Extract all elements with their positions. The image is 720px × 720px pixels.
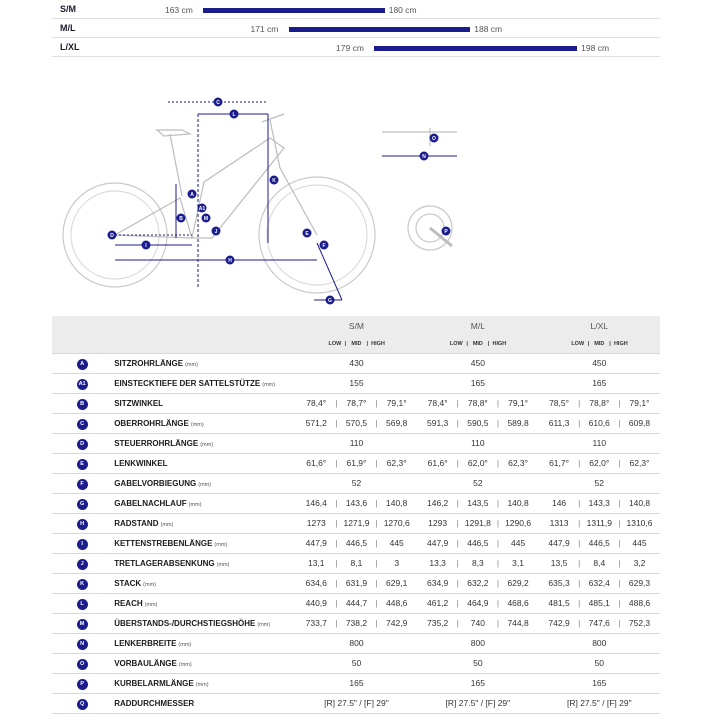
value: 50 [594,658,605,668]
marker-label: B [179,216,183,222]
value: 632,4 [588,578,610,588]
size-value-cell [539,433,660,453]
marker-label: D [110,233,114,239]
value: 468,6 [507,598,529,608]
dimension-name: ÜBERSTANDS-/DURCHSTIEGSHÖHE [114,619,256,628]
marker-label: K [272,178,276,184]
height-range-bar [374,46,577,51]
dimension-name: RADDURCHMESSER [114,699,195,708]
size-value-cell [417,653,538,673]
value: 1293 [428,518,448,528]
geometry-table [52,316,660,714]
value: 3 [394,558,400,568]
size-value-cell [539,693,660,713]
size-header-sm: S/M [296,316,417,336]
value: 744,8 [507,618,529,628]
size-value-cell [417,633,538,653]
table-row [52,413,660,433]
height-range-bar [289,27,471,32]
dimension-badge: O [77,659,88,670]
geometry-drawing [52,78,652,308]
value: 448,6 [386,598,408,608]
sub-labels-sm: LOW | MID | HIGH [296,336,417,353]
value: 632,2 [467,578,489,588]
size-label: M/L [60,23,76,33]
table-subheader-row [52,336,660,353]
size-value-cell: 440,9 | 444,7 | 448,6 [296,593,417,613]
value: 61,6° [306,458,327,468]
size-value-cell: 634,9 | 632,2 | 629,2 [417,573,538,593]
dimension-name: SITZROHRLÄNGE [114,359,184,368]
value: 165 [470,678,485,688]
size-value-cell: 1293 | 1291,8 | 1290,6 [417,513,538,533]
value: 481,5 [548,598,570,608]
value: 165 [349,678,364,688]
size-value-cell: 1313 | 1311,9 | 1310,6 [539,513,660,533]
size-value-cell: 146 | 143,3 | 140,8 [539,493,660,513]
dimension-badge: D [77,439,88,450]
dimension-badge: A1 [77,379,88,390]
value: 1313 [549,518,569,528]
size-value-cell [296,693,417,713]
value: 78,4° [306,398,327,408]
value: 13,3 [429,558,446,568]
dimension-unit: (mm) [195,682,209,688]
size-value-cell: 78,5° | 78,8° | 79,1° [539,393,660,413]
size-value-cell [417,693,538,713]
size-value-cell: 146,2 | 143,5 | 140,8 [417,493,538,513]
sub-labels-lxl: LOW | MID | HIGH [539,336,660,353]
dimension-badge: A [77,359,88,370]
dimension-name: OBERROHRLÄNGE [114,419,189,428]
dimension-markers [108,98,451,305]
value: 447,9 [305,538,327,548]
value: 143,6 [345,498,368,508]
value: 79,1° [629,398,650,408]
dimension-unit: (mm) [198,482,212,488]
dimension-badge: P [77,679,88,690]
size-value-cell: 13,3 | 8,3 | 3,1 [417,553,538,573]
marker-label: N [422,154,426,160]
size-value-cell: 634,6 | 631,9 | 629,1 [296,573,417,593]
table-row [52,633,660,653]
size-header-ml: M/L [417,316,538,336]
table-row [52,573,660,593]
table-header-row [52,316,660,336]
value: 155 [349,378,364,388]
value: 61,9° [346,458,367,468]
dimension-unit: (mm) [190,422,204,428]
size-value-cell [296,433,417,453]
dimension-unit: (mm) [160,522,174,528]
value: 1271,9 [343,518,370,528]
value: 447,9 [427,538,449,548]
dimension-unit: (mm) [200,442,214,448]
value: 569,8 [386,418,408,428]
size-value-cell [296,353,417,373]
value: 450 [470,358,485,368]
value: 447,9 [548,538,570,548]
dimension-unit: (mm) [143,582,156,588]
value: 570,5 [345,418,368,428]
table-row [52,493,660,513]
value: 78,5° [549,398,570,408]
size-value-cell: 447,9 | 446,5 | 445 [417,533,538,553]
value: 140,8 [628,498,651,508]
value: 446,5 [588,538,610,548]
value: 752,3 [628,618,651,628]
dimension-name: EINSTECKTIEFE DER SATTELSTÜTZE [114,379,261,388]
dimension-unit: (mm) [257,622,271,628]
value: 634,9 [427,578,449,588]
value: 629,2 [507,578,529,588]
dimension-unit: (mm) [178,662,192,668]
height-max: 198 cm [581,43,610,53]
value: 62,0° [589,458,610,468]
dimension-badge: N [77,639,88,650]
value: 140,8 [507,498,529,508]
value: 165 [592,678,607,688]
marker-label: C [216,100,220,106]
size-value-cell: 571,2 | 570,5 | 569,8 [296,413,417,433]
size-value-cell: 742,9 | 747,6 | 752,3 [539,613,660,633]
dimension-badge: F [77,479,88,490]
table-row [52,693,660,713]
marker-label: P [444,229,448,235]
value: 61,6° [427,458,448,468]
value: 590,5 [467,418,489,428]
value: [R] 27.5" / [F] 29" [324,698,389,708]
value: 430 [349,358,364,368]
size-value-cell [296,673,417,693]
value: 800 [592,638,607,648]
value: 450 [592,358,607,368]
value: 165 [592,378,607,388]
value: 1290,6 [505,518,532,528]
value: 13,1 [307,558,325,568]
size-row [52,19,660,38]
marker-label: H [228,258,232,264]
dimension-badge: B [77,399,88,410]
value: 629,3 [628,578,651,588]
value: 110 [592,438,607,448]
value: 78,7° [346,398,367,408]
size-value-cell [296,373,417,393]
value: 3,2 [633,558,646,568]
size-value-cell: 146,4 | 143,6 | 140,8 [296,493,417,513]
value: 609,8 [628,418,651,428]
size-value-cell: 61,7° | 62,0° | 62,3° [539,453,660,473]
size-value-cell: 61,6° | 61,9° | 62,3° [296,453,417,473]
marker-label: O [432,136,436,142]
sub-labels-ml: LOW | MID | HIGH [417,336,538,353]
value: 61,7° [549,458,570,468]
size-value-cell: 735,2 | 740 | 744,8 [417,613,538,633]
value: 635,3 [548,578,570,588]
table-row [52,473,660,493]
value: 146,2 [427,498,449,508]
value: 146,4 [305,498,327,508]
size-value-cell: 461,2 | 464,9 | 468,6 [417,593,538,613]
height-min: 179 cm [336,43,364,53]
table-row [52,653,660,673]
size-value-cell [539,653,660,673]
value: 733,7 [305,618,327,628]
value: 165 [470,378,485,388]
size-value-cell [296,473,417,493]
table-row [52,433,660,453]
value: 440,9 [305,598,327,608]
value: 610,6 [588,418,610,428]
value: 62,3° [508,458,529,468]
size-value-cell [417,373,538,393]
value: 735,2 [427,618,449,628]
dimension-badge: G [77,499,88,510]
size-value-cell: 447,9 | 446,5 | 445 [296,533,417,553]
size-value-cell: 13,1 | 8,1 | 3 [296,553,417,573]
dimension-name: LENKWINKEL [114,459,168,468]
dimension-badge: C [77,419,88,430]
height-min: 171 cm [250,24,279,34]
table-row [52,553,660,573]
dimension-unit: (mm) [262,382,276,388]
value: 78,8° [467,398,488,408]
size-value-cell: 733,7 | 738,2 | 742,9 [296,613,417,633]
dimension-name: REACH [114,599,143,608]
table-row [52,613,660,633]
marker-label: F [322,243,326,249]
value: 79,1° [386,398,407,408]
dimension-badge: J [77,559,88,570]
value: 62,0° [467,458,488,468]
value: 110 [471,438,485,448]
value: 78,8° [589,398,610,408]
value: 444,7 [345,598,368,608]
dimension-unit: (mm) [178,642,192,648]
dimension-name: GABELVORBIEGUNG [114,479,197,488]
value: 62,3° [629,458,650,468]
dimension-name: KURBELARMLÄNGE [114,679,194,688]
marker-label: A1 [198,206,206,212]
value: 52 [473,478,483,488]
dimension-badge: K [77,579,88,590]
value: 611,3 [548,418,570,428]
height-range-bar [203,8,385,13]
value: 629,1 [386,578,408,588]
value: 800 [470,638,485,648]
table-row [52,593,660,613]
size-guide [52,0,660,60]
size-value-cell [296,653,417,673]
value: 8,4 [593,558,606,568]
value: 631,9 [345,578,368,588]
size-value-cell [539,373,660,393]
value: [R] 27.5" / [F] 29" [566,698,632,708]
value: 13,5 [550,558,568,568]
value: 1311,9 [586,518,612,528]
value: [R] 27.5" / [F] 29" [445,698,511,708]
value: 634,6 [305,578,327,588]
marker-label: A [190,192,194,198]
dimension-badge: E [77,459,88,470]
size-value-cell [417,673,538,693]
dimension-name: SITZWINKEL [114,399,164,408]
value: 446,5 [467,538,489,548]
value: 445 [632,538,647,548]
size-label: L/XL [60,42,80,52]
value: 3,1 [512,558,524,568]
value: 62,3° [386,458,407,468]
size-value-cell: 635,3 | 632,4 | 629,3 [539,573,660,593]
value: 50 [473,658,483,668]
value: 571,2 [305,418,327,428]
value: 140,8 [386,498,408,508]
dimension-name: LENKERBREITE [114,639,177,648]
value: 446,5 [345,538,368,548]
value: 52 [594,478,605,488]
dimension-badge: M [77,619,88,630]
value: 742,9 [386,618,408,628]
dimension-name: KETTENSTREBENLÄNGE [114,539,213,548]
marker-label: E [305,231,309,237]
value: 591,3 [427,418,449,428]
dimension-name: GABELNACHLAUF [114,499,187,508]
table-row [52,373,660,393]
value: 461,2 [427,598,449,608]
size-value-cell [296,633,417,653]
size-value-cell: 1273 | 1271,9 | 1270,6 [296,513,417,533]
size-label: S/M [60,4,77,14]
value: 740 [470,618,485,628]
dimension-badge: H [77,519,88,530]
dimension-unit: (mm) [185,362,198,368]
size-value-cell [539,473,660,493]
height-max: 180 cm [388,5,417,15]
table-row [52,513,660,533]
dimension-name: STACK [114,579,142,588]
value: 110 [349,438,364,448]
dimension-badge: Q [77,699,88,710]
value: 52 [351,478,362,488]
size-value-cell: 13,5 | 8,4 | 3,2 [539,553,660,573]
dimension-name: VORBAULÄNGE [114,659,177,668]
value: 143,5 [467,498,489,508]
dimension-unit: (mm) [216,562,230,568]
dimension-name: RADSTAND [114,519,159,528]
marker-label: L [232,112,236,118]
size-value-cell: 78,4° | 78,8° | 79,1° [417,393,538,413]
marker-label: J [214,229,218,235]
value: 1291,8 [464,518,491,528]
height-max: 188 cm [474,24,503,34]
table-row [52,453,660,473]
value: 8,3 [471,558,484,568]
size-value-cell [417,353,538,373]
dimension-unit: (mm) [188,502,202,508]
marker-label: M [203,216,209,222]
value: 78,4° [427,398,448,408]
table-row [52,393,660,413]
dimension-badge: L [77,599,88,610]
value: 742,9 [548,618,570,628]
size-value-cell [417,473,538,493]
value: 488,6 [628,598,651,608]
value: 485,1 [588,598,610,608]
table-row [52,673,660,693]
value: 1310,6 [626,518,653,528]
size-value-cell: 481,5 | 485,1 | 488,6 [539,593,660,613]
size-value-cell: 78,4° | 78,7° | 79,1° [296,393,417,413]
dimension-unit: (mm) [214,542,228,548]
size-header-lxl: L/XL [539,316,660,336]
value: 747,6 [588,618,610,628]
value: 445 [510,538,526,548]
value: 1270,6 [383,518,410,528]
marker-label: G [328,298,332,304]
dimension-badge: I [77,539,88,550]
size-value-cell: 611,3 | 610,6 | 609,8 [539,413,660,433]
value: 589,8 [507,418,529,428]
dimension-name: TRETLAGERABSENKUNG [114,559,215,568]
size-value-cell [539,633,660,653]
value: 800 [349,638,364,648]
value: 464,9 [467,598,489,608]
size-value-cell: 61,6° | 62,0° | 62,3° [417,453,538,473]
value: 146 [551,498,567,508]
value: 445 [389,538,404,548]
dimension-unit: (mm) [144,602,158,608]
size-value-cell [539,353,660,373]
value: 8,1 [350,558,363,568]
size-row [52,38,660,57]
dimension-name: STEUERROHRLÄNGE [114,439,199,448]
size-value-cell: 591,3 | 590,5 | 589,8 [417,413,538,433]
table-row [52,353,660,373]
size-value-cell [539,673,660,693]
size-value-cell [417,433,538,453]
value: 79,1° [508,398,529,408]
value: 738,2 [345,618,368,628]
marker-label: I [145,243,147,249]
value: 143,3 [588,498,610,508]
size-row [52,0,660,19]
value: 50 [351,658,362,668]
height-min: 163 cm [164,5,193,15]
table-row [52,533,660,553]
value: 1273 [306,518,326,528]
size-value-cell: 447,9 | 446,5 | 445 [539,533,660,553]
